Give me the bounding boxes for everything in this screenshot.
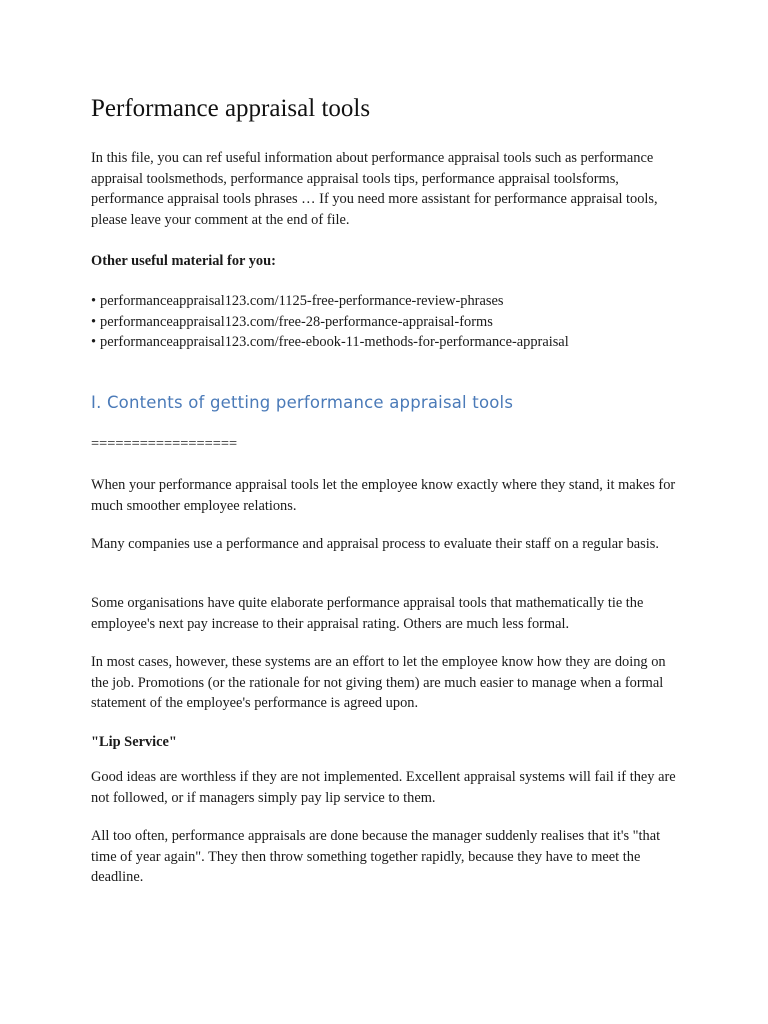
section-heading: I. Contents of getting performance appraisal tools (91, 393, 514, 412)
useful-link-item[interactable]: • performanceappraisal123.com/free-ebook-11-methods-for-performance-appraisal (91, 332, 569, 353)
document-title: Performance appraisal tools (91, 95, 371, 122)
lip-service-subheading: "Lip Service" (91, 734, 177, 750)
useful-link-item[interactable]: • performanceappraisal123.com/free-28-performance-appraisal-forms (91, 312, 569, 333)
useful-material-heading: Other useful material for you: (91, 253, 276, 269)
text-divider: ================== (91, 436, 238, 452)
body-paragraph: Many companies use a performance and appraisal process to evaluate their staff on a regular basis. (91, 536, 659, 552)
body-paragraph: All too often, performance appraisals are done because the manager suddenly realises that it's "that time of year again". They then throw something together rapidly, because they have to meet the deadline. (91, 828, 661, 885)
intro-paragraph: In this file, you can ref useful information about performance appraisal tools such as performance appraisal toolsmethods, performance appraisal tools tips, performance appraisal toolsforms, performance appraisal tools phrases … If you need more assistant for performance appraisal tools, please leave your comment at the end of file. (91, 150, 658, 228)
useful-link-item[interactable]: • performanceappraisal123.com/1125-free-performance-review-phrases (91, 291, 569, 312)
body-paragraph: Good ideas are worthless if they are not implemented. Excellent appraisal systems will fail if they are not followed, or if managers simply pay lip service to them. (91, 769, 676, 806)
body-paragraph: When your performance appraisal tools let the employee know exactly where they stand, it makes for much smoother employee relations. (91, 477, 676, 514)
body-paragraph: In most cases, however, these systems are an effort to let the employee know how they are doing on the job. Promotions (or the rationale for not giving them) are much easier to manage when a formal statement of the employee's performance is agreed upon. (91, 654, 666, 711)
useful-links-list (91, 291, 569, 353)
body-paragraph: Some organisations have quite elaborate performance appraisal tools that mathematically tie the employee's next pay increase to their appraisal rating. Others are much less formal. (91, 595, 644, 632)
